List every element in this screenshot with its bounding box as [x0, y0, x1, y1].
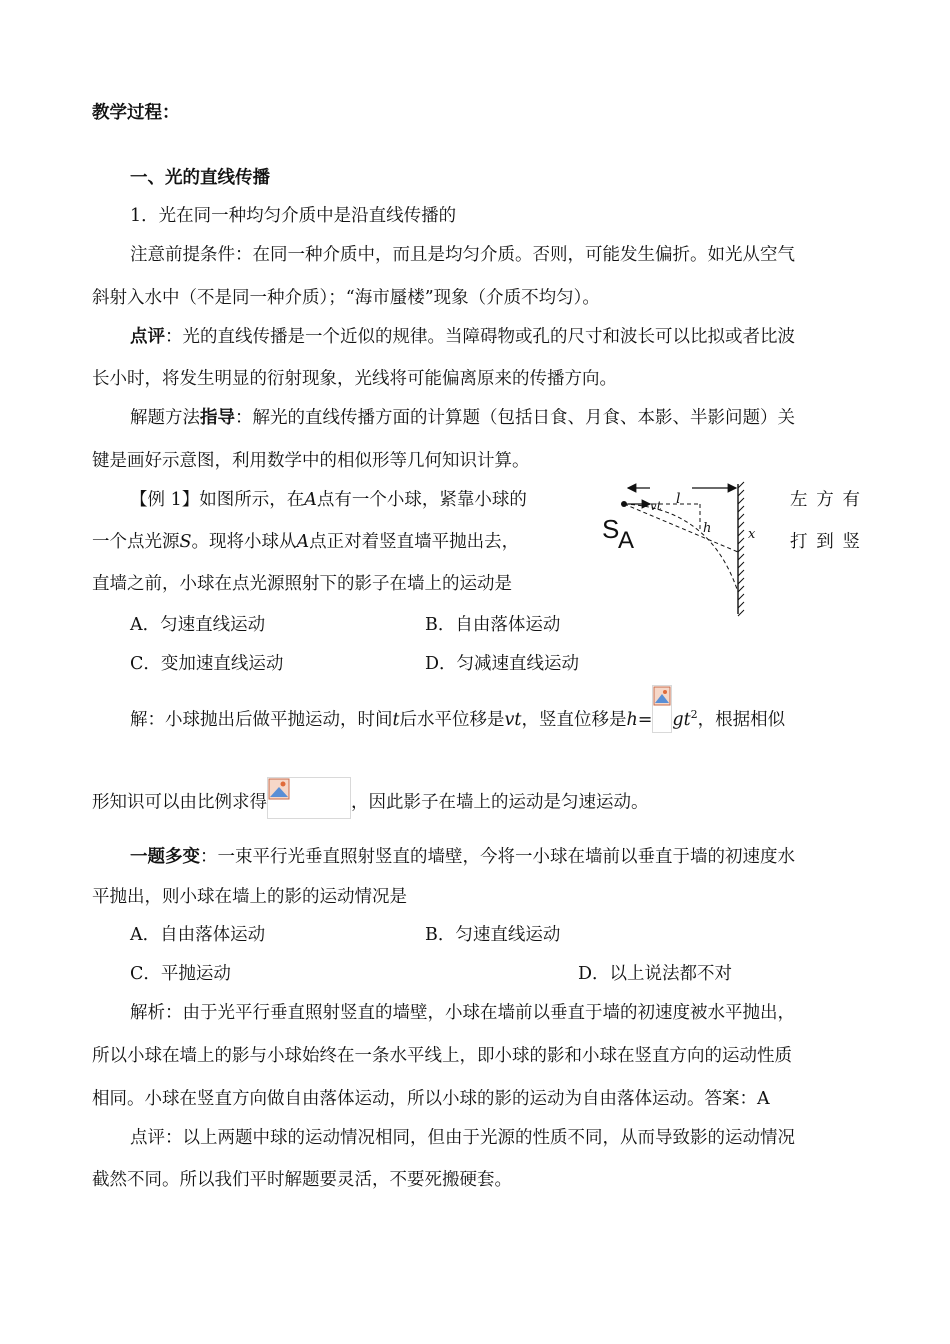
label-l: l: [676, 491, 681, 507]
option-c: C．变加速直线运动: [130, 654, 284, 674]
comment-line-2: 长小时，将发生明显的衍射现象，光线将可能偏离原来的传播方向。: [92, 369, 617, 389]
variant-option-c: C．平抛运动: [130, 964, 231, 984]
variant-paragraph: 一题多变：一束平行光垂直照射竖直的墙壁，今将一小球在墙前以垂直于墙的初速度水: [130, 847, 795, 867]
label-a: A: [618, 527, 635, 554]
comment-paragraph: [130, 325, 795, 349]
trajectory-curve: [624, 504, 738, 592]
projectile-shadow-figure: [600, 474, 770, 620]
ratio-image-placeholder: [267, 777, 351, 819]
method-prefix: 解题方法: [130, 408, 200, 428]
example-line-2-right: 打 到 竖: [790, 532, 860, 552]
wall-hatching: [738, 482, 744, 616]
analysis-line-2: 所以小球在墙上的影与小球始终在一条水平线上，即小球的影和小球在竖直方向的运动性质: [92, 1046, 792, 1066]
note-line-2: 斜射入水中（不是同一种介质）；“海市蜃楼”现象（介质不均匀）。: [92, 288, 600, 308]
light-ray: [624, 504, 738, 552]
option-d: D．匀减速直线运动: [425, 654, 580, 674]
comment-text: ：光的直线传播是一个近似的规律。当障碍物或孔的尺寸和波长可以比拟或者比波: [165, 327, 795, 347]
analysis-line-3: 相同。小球在竖直方向做自由落体运动，所以小球的影的运动为自由落体运动。答案：A: [92, 1089, 770, 1109]
lesson-heading: 教学过程：: [92, 103, 180, 123]
variant-line-2: 平抛出，则小球在墙上的影的运动情况是: [92, 887, 407, 907]
method-text: ：解光的直线传播方面的计算题（包括日食、月食、本影、半影问题）关: [235, 408, 795, 428]
note-line-1: 注意前提条件：在同一种介质中，而且是均匀介质。否则，可能发生偏折。如光从空气: [130, 245, 795, 265]
principle-item: 1．光在同一种均匀介质中是沿直线传播的: [130, 206, 457, 226]
var-h: h: [626, 709, 638, 730]
label-h: h: [703, 521, 712, 536]
variant-label: 一题多变: [130, 847, 200, 867]
label-s: S: [602, 514, 620, 544]
variant-option-d: D．以上说法都不对: [578, 964, 733, 984]
variant-option-a: A．自由落体运动: [130, 925, 266, 945]
method-paragraph: [130, 406, 795, 430]
example-line-2: 一个点光源S。现将小球从A点正对着竖直墙平抛出去，: [92, 532, 520, 552]
var-vt: vt: [504, 709, 522, 730]
option-b: B．自由落体运动: [425, 615, 561, 635]
example-line-1-right: 左 方 有: [790, 490, 860, 510]
final-comment-line-2: 截然不同。所以我们平时解题要灵活，不要死搬硬套。: [92, 1170, 512, 1190]
variant-option-b: B．匀速直线运动: [425, 925, 561, 945]
example-line-1: 【例 1】如图所示，在A点有一个小球，紧靠小球的: [130, 490, 527, 510]
label-vt: vt: [650, 499, 662, 513]
method-label: 指导: [200, 408, 235, 428]
final-comment-line-1: 点评：以上两题中球的运动情况相同，但由于光源的性质不同，从而导致影的运动情况: [130, 1128, 795, 1148]
var-s: S: [179, 532, 192, 552]
fraction-image-placeholder: [652, 685, 672, 733]
comment-label: 点评: [130, 327, 165, 347]
var-a: A: [304, 490, 317, 510]
var-t: t: [392, 709, 400, 730]
method-line-2: 键是画好示意图，利用数学中的相似形等几何知识计算。: [92, 451, 530, 471]
section-title: 一、光的直线传播: [130, 168, 270, 188]
option-a: A．匀速直线运动: [130, 615, 266, 635]
example-line-3: 直墙之前，小球在点光源照射下的影子在墙上的运动是: [92, 574, 512, 594]
analysis-line-1: 解析：由于光平行垂直照射竖直的墙壁，小球在墙前以垂直于墙的初速度被水平抛出，: [130, 1003, 795, 1023]
solution-line-2: 形知识可以由比例求得 ，因此影子在墙上的运动是匀速运动。: [92, 787, 649, 819]
solution-line-1: 解：小球抛出后做平抛运动，时间t后水平位移是vt，竖直位移是h= $gt^2$，根据相似: [130, 703, 785, 733]
label-x: x: [748, 527, 756, 542]
